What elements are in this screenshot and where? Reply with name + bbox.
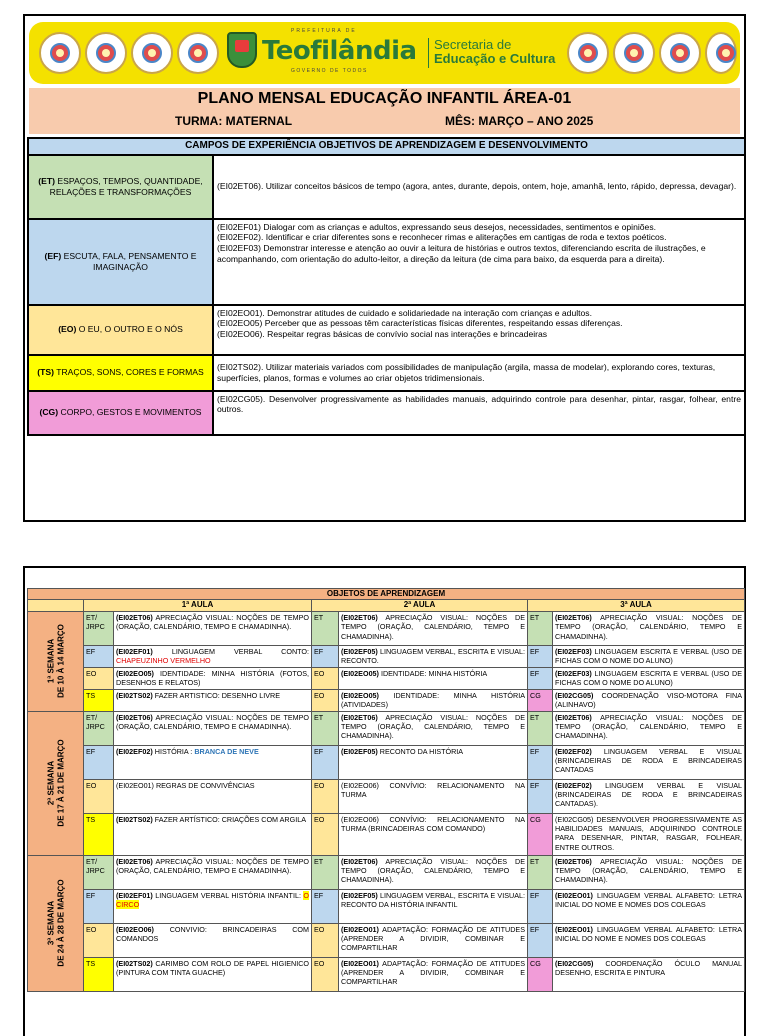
logo-secretaria-line1: Secretaria de	[434, 37, 512, 52]
campo-tag: EF	[528, 745, 553, 779]
activity-cell	[114, 813, 312, 855]
week-label	[46, 739, 65, 826]
campo-tag: EF	[528, 779, 553, 813]
campo-tag: EF	[312, 645, 339, 667]
week-row	[28, 813, 745, 855]
activity-text: (EI02EO06) CONVÍVIO: RELACIONAMENTO NA TURMA (BRINCADEIRAS COM COMANDO)	[341, 814, 525, 833]
story-title: O CIRCO	[116, 890, 309, 909]
aula-header: 1ª AULA	[84, 600, 312, 611]
campo-tag: EO	[312, 667, 339, 689]
logo-divider	[428, 38, 429, 68]
activity-cell	[553, 689, 745, 711]
activity-text: APRECIAÇÃO VISUAL: NOÇÕES DE TEMPO (ORAÇÃO, CALENDÁRIO, TEMPO E CHAMADINHA).	[341, 856, 525, 885]
activity-cell	[114, 689, 312, 711]
campo-name: O EU, O OUTRO E O NÓS	[78, 324, 183, 335]
campo-tag: EF	[528, 667, 553, 689]
activity-text: LINGUAGEM VERBAL ALFABETO: LETRA INICIAL DO NOME E NOMES DOS COLEGAS	[555, 890, 743, 909]
activity-cell	[114, 779, 312, 813]
campo-tag: EF	[528, 889, 553, 923]
activity-cell	[114, 923, 312, 957]
campo-tag: EF	[528, 645, 553, 667]
week-row	[28, 689, 745, 711]
campo-tag: ET	[312, 711, 339, 745]
campo-tag: EO	[84, 923, 114, 957]
activity-code: (EI02EO01)	[341, 924, 379, 934]
activity-text: LINGUAGEM ESCRITA E VERBAL (USO DE FICHAS COM O NOME DO ALUNO)	[555, 646, 743, 666]
page-1	[23, 14, 746, 522]
campo-code: (TS)	[37, 367, 54, 378]
activity-text: APRECIAÇÃO VISUAL: NOÇÕES DE TEMPO (ORAÇÃO, CALENDÁRIO, TEMPO E CHAMADINHA).	[555, 856, 743, 885]
campo-code: (EF)	[44, 250, 62, 261]
campo-tag: ET	[528, 855, 553, 889]
activity-cell	[114, 711, 312, 745]
objective-text: (EI02EO01). Demonstrar atitudes de cuidado e solidariedade na interação com crianças e adultos.	[217, 307, 592, 318]
campo-name: ESPAÇOS, TEMPOS, QUANTIDADE, RELAÇÕES E TRANSFORMAÇÕES	[49, 175, 203, 197]
school-badge-icon	[85, 32, 127, 74]
activity-code: (EI02CG05)	[555, 958, 594, 968]
week-row	[28, 645, 745, 667]
campo-tag: ET/ JRPC	[84, 855, 114, 889]
activity-cell	[553, 855, 745, 889]
school-badge-icon	[705, 32, 737, 74]
objective-text: (EI02EF03) Demonstrar interesse e atenção ao ouvir a leitura de histórias e outros textos, diferenciando escrita de ilustrações, e acompanhando, com orientação do adulto-leitor, a direção da leitura (de cima para baixo, da esquerda para a direita).	[217, 242, 706, 264]
campo-code: (EO)	[58, 324, 77, 335]
campo-objectives-cg	[213, 391, 745, 435]
objective-text: (EI02CG05). Desenvolver progressivamente as habilidades manuais, adquirindo controle para desenhar, pintar, rasgar, folhear, entre outros.	[217, 393, 741, 415]
activity-code: (EI02EO05)	[341, 690, 379, 700]
activity-code: (EI02EF05)	[341, 646, 378, 656]
campo-name: ESCUTA, FALA, PENSAMENTO E IMAGINAÇÃO	[63, 250, 197, 272]
campo-tag: EF	[84, 889, 114, 923]
campo-label-eo	[28, 305, 213, 355]
activity-code: (EI02ET06)	[555, 612, 592, 622]
activity-code: (EI02EF03)	[555, 668, 592, 678]
activity-cell	[339, 711, 528, 745]
logo-prefeitura: PREFEITURA DE	[291, 28, 357, 34]
activity-text: COORDENAÇÃO ÓCULO MANUAL DESENHO, ESCRITA E PINTURA	[555, 958, 743, 977]
activity-code: (EI02ET06)	[341, 612, 378, 622]
activity-text: IDENTIDADE: MINHA HISTÓRIA	[378, 668, 488, 678]
campo-label-ts	[28, 355, 213, 391]
activity-code: (EI02EF01)	[116, 646, 153, 656]
aula-header: 2ª AULA	[312, 600, 528, 611]
campo-tag: EO	[84, 667, 114, 689]
activity-text: APRECIAÇÃO VISUAL: NOÇÕES DE TEMPO (ORAÇÃO, CALENDÁRIO, TEMPO E CHAMADINHA).	[341, 612, 525, 641]
week-dates: DE 10 À 14 MARÇO	[55, 624, 65, 699]
campo-name: CORPO, GESTOS E MOVIMENTOS	[60, 407, 202, 418]
activity-code: (EI02TS02)	[116, 690, 153, 700]
week-label	[46, 879, 65, 966]
activity-text: LINGUAGEM VERBAL E VISUAL (BRINCADEIRAS DE RODA E BRINCADEIRAS CANTADAS	[555, 746, 743, 775]
week-dates: DE 17 À 21 DE MARÇO	[55, 739, 65, 827]
activity-cell	[339, 645, 528, 667]
activity-code: (EI02ET06)	[341, 712, 378, 722]
activity-cell	[553, 667, 745, 689]
school-badge-icon	[613, 32, 655, 74]
activity-code: (EI02EO01)	[341, 958, 379, 968]
activity-text: LINGUAGEM VERBAL ALFABETO: LETRA INICIAL DO NOME E NOMES DOS COLEGAS	[555, 924, 743, 943]
logo-slogan: GOVERNO DE TODOS	[291, 68, 368, 74]
title-block	[29, 88, 740, 134]
activity-cell	[553, 779, 745, 813]
activity-cell	[553, 813, 745, 855]
activity-cell	[114, 611, 312, 645]
activity-cell	[553, 889, 745, 923]
campo-tag: TS	[84, 813, 114, 855]
activity-cell	[114, 889, 312, 923]
campo-tag: ET	[528, 611, 553, 645]
activity-cell	[339, 855, 528, 889]
campo-label-et	[28, 155, 213, 219]
activity-text: COORDENAÇÃO VISO-MOTORA FINA (ALINHAVO)	[555, 690, 743, 710]
campo-objectives-et	[213, 155, 745, 219]
activity-code: (EI02ET06)	[116, 856, 153, 866]
objective-text: (EI02TS02). Utilizar materiais variados com possibilidades de manipulação (argila, massa de modelar), explorando cores, texturas, superfícies, planos, formas e volumes ao criar objetos tridimensionais.	[217, 361, 716, 383]
activity-text: LINGUAGEM VERBAL HISTÓRIA INFANTIL:	[152, 890, 304, 900]
activity-cell	[339, 813, 528, 855]
activity-code: (EI02EF02)	[116, 746, 153, 756]
campo-tag: EF	[84, 745, 114, 779]
activity-code: (EI02ET06)	[555, 856, 592, 866]
campo-tag: ET/ JRPC	[84, 611, 114, 645]
activity-code: (EI02ET06)	[341, 856, 378, 866]
city-crest-icon	[227, 32, 257, 68]
activity-text: LINGUAGEM ESCRITA E VERBAL (USO DE FICHAS COM O NOME DO ALUNO)	[555, 668, 743, 688]
activity-text: (EI02CG05) DESENVOLVER PROGRESSIVAMENTE AS HABILIDADES MANUAIS, ADQUIRINDO CONTROLE PARA DESENHAR, PINTAR, RASGAR, FOLHEAR, ENTRE OUTROS.	[555, 814, 743, 852]
activity-code: (EI02EO01)	[555, 924, 593, 934]
activity-code: (EI02EO06)	[116, 924, 154, 934]
activity-code: (EI02EO05)	[116, 668, 154, 678]
campo-tag: EF	[84, 645, 114, 667]
campo-tag: EO	[312, 957, 339, 991]
activity-cell	[114, 855, 312, 889]
header-banner	[29, 22, 740, 84]
campo-tag: EO	[312, 813, 339, 855]
campo-tag: EO	[312, 689, 339, 711]
school-badge-icon	[567, 32, 609, 74]
activity-code: (EI02EF02)	[555, 746, 592, 756]
activity-text: APRECIAÇÃO VISUAL: NOÇÕES DE TEMPO (ORAÇÃO, CALENDÁRIO, TEMPO E CHAMADINHA).	[555, 712, 743, 741]
activity-code: (EI02CG05)	[555, 690, 594, 700]
school-badge-icon	[39, 32, 81, 74]
activity-code: (EI02EF01)	[116, 890, 153, 900]
campo-tag: TS	[84, 957, 114, 991]
activity-cell	[553, 957, 745, 991]
activity-cell	[553, 923, 745, 957]
activity-text: HISTÓRIA :	[152, 746, 195, 756]
activity-cell	[339, 779, 528, 813]
campo-tag: EO	[84, 779, 114, 813]
week-label-cell	[28, 711, 84, 855]
activity-cell	[553, 711, 745, 745]
activity-text: FAZER ARTÍSTICO: CRIAÇÕES COM ARGILA	[152, 814, 306, 824]
campo-tag: EO	[312, 923, 339, 957]
week-row	[28, 889, 745, 923]
campo-tag: EO	[312, 779, 339, 813]
activity-code: (EI02EF05)	[341, 746, 378, 756]
activity-text: CARIMBO COM ROLO DE PAPEL HIGIENICO (PINTURA COM TINTA GUACHE)	[116, 958, 309, 977]
campo-tag: EF	[312, 745, 339, 779]
week-row	[28, 745, 745, 779]
campo-objectives-ef	[213, 219, 745, 305]
page-title: PLANO MENSAL EDUCAÇÃO INFANTIL ÁREA-01	[197, 90, 572, 107]
objetos-table	[27, 588, 745, 992]
activity-code: (EI02EO01)	[555, 890, 593, 900]
week-label	[46, 624, 65, 698]
week-number: 3ª SEMANA	[45, 900, 55, 946]
story-title: CHAPEUZINHO VERMELHO	[116, 656, 211, 666]
activity-cell	[339, 923, 528, 957]
activity-text: ADAPTAÇÃO: FORMAÇÃO DE ATITUDES (APRENDER A DIVIDIR, COMBINAR E COMPARTILHAR	[341, 924, 525, 953]
logo-secretaria-line2: Educação e Cultura	[434, 51, 556, 66]
activity-code: (EI02EO05)	[341, 668, 379, 678]
activity-text: LINGUAGEM VERBAL, ESCRITA E VISUAL: RECONTO.	[341, 646, 525, 666]
week-label-cell	[28, 855, 84, 991]
activity-cell	[114, 645, 312, 667]
activity-code: (EI02ET06)	[116, 612, 153, 622]
activity-cell	[339, 889, 528, 923]
activity-code: (EI02ET06)	[555, 712, 592, 722]
activity-cell	[114, 667, 312, 689]
objective-text: (EI02EO05) Perceber que as pessoas têm características físicas diferentes, respeitando essas diferenças.	[217, 318, 623, 329]
aula-header: 3ª AULA	[528, 600, 745, 611]
campo-tag: EF	[312, 889, 339, 923]
activity-text: (EI02EO06) CONVÍVIO: RELACIONAMENTO NA TURMA	[341, 780, 525, 799]
activity-text: CONVIVIO: BRINCADEIRAS COM COMANDOS	[116, 924, 309, 943]
activity-cell	[553, 745, 745, 779]
week-number: 1ª SEMANA	[45, 638, 55, 684]
activity-cell	[114, 957, 312, 991]
campo-tag: ET/ JRPC	[84, 711, 114, 745]
activity-cell	[553, 611, 745, 645]
campo-tag: CG	[528, 957, 553, 991]
activity-text: IDENTIDADE: MINHA HISTÓRIA (ATIVIDADES)	[341, 690, 525, 710]
page-2	[23, 566, 746, 1036]
activity-text: (EI02EO01) REGRAS DE CONVIVÊNCIAS	[116, 780, 255, 790]
activity-cell	[339, 957, 528, 991]
week-row	[28, 667, 745, 689]
activity-cell	[339, 745, 528, 779]
activity-cell	[339, 689, 528, 711]
week-row	[28, 923, 745, 957]
campo-objectives-eo	[213, 305, 745, 355]
activity-cell	[339, 611, 528, 645]
campo-tag: EF	[528, 923, 553, 957]
activity-cell	[553, 645, 745, 667]
activity-cell	[114, 745, 312, 779]
campo-tag: TS	[84, 689, 114, 711]
week-number: 2ª SEMANA	[45, 760, 55, 806]
school-badge-icon	[659, 32, 701, 74]
activity-text: ADAPTAÇÃO: FORMAÇÃO DE ATITUDES (APRENDER A DIVIDIR, COMBINAR E COMPARTILHAR	[341, 958, 525, 987]
week-row	[28, 711, 745, 745]
school-badge-icon	[131, 32, 173, 74]
campo-tag: CG	[528, 689, 553, 711]
activity-text: LINGUAGEM VERBAL CONTO:	[152, 646, 309, 656]
week-dates: DE 24 À 28 DE MARÇO	[55, 879, 65, 967]
activity-text: APRECIAÇÃO VISUAL: NOÇÕES DE TEMPO (ORAÇÃO, CALENDÁRIO, TEMPO E CHAMADINHA).	[116, 612, 309, 632]
activity-code: (EI02TS02)	[116, 958, 153, 968]
activity-code: (EI02EF05)	[341, 890, 378, 900]
activity-text: APRECIAÇÃO VISUAL: NOÇÕES DE TEMPO (ORAÇÃO, CALENDÁRIO, TEMPO E CHAMADINHA).	[116, 856, 309, 875]
campo-name: TRAÇOS, SONS, CORES E FORMAS	[56, 367, 204, 378]
activity-code: (EI02TS02)	[116, 814, 153, 824]
turma-label: TURMA: MATERNAL	[175, 114, 293, 128]
activity-text: APRECIAÇÃO VISUAL: NOÇÕES DE TEMPO (ORAÇÃO, CALENDÁRIO, TEMPO E CHAMADINHA).	[341, 712, 525, 741]
activity-text: LINGUAGEM VERBAL, ESCRITA E VISUAL: RECONTO DA HISTÓRIA INFANTIL	[341, 890, 525, 909]
objective-text: (EI02ET06). Utilizar conceitos básicos de tempo (agora, antes, durante, depois, ontem, hoje, amanhã, lento, rápido, depressa, devagar).	[217, 181, 737, 192]
week-row	[28, 611, 745, 645]
week-label-cell	[28, 611, 84, 711]
objective-text: (EI02EF02). Identificar e criar diferentes sons e reconhecer rimas e aliterações em cantigas de roda e textos poéticos.	[217, 232, 667, 243]
activity-text: IDENTIDADE: MINHA HISTÓRIA (FOTOS, DESENHOS E RELATOS)	[116, 668, 309, 688]
campo-objectives-ts	[213, 355, 745, 391]
campo-tag: ET	[528, 711, 553, 745]
aula-spacer	[28, 600, 84, 611]
story-title: BRANCA DE NEVE	[194, 746, 259, 756]
activity-text: RECONTO DA HISTÓRIA	[377, 746, 464, 756]
week-row	[28, 855, 745, 889]
campo-code: (ET)	[38, 175, 55, 186]
objective-text: (EI02EF01) Dialogar com as crianças e adultos, expressando seus desejos, necessidades, sentimentos e opiniões.	[217, 221, 656, 232]
activity-code: (EI02EF02)	[555, 780, 592, 790]
activity-text: LINGUGEM VERBAL E VISUAL (BRINCADEIRAS DE RODA E BRINCADEIRAS CANTADAS).	[555, 780, 743, 809]
campo-tag: ET	[312, 855, 339, 889]
logo-city-name: Teofilândia	[262, 36, 417, 66]
objective-text: (EI02EO06). Respeitar regras básicas de convívio social nas interações e brincadeiras	[217, 328, 548, 339]
campo-label-cg	[28, 391, 213, 435]
school-badge-icon	[177, 32, 219, 74]
campos-header: CAMPOS DE EXPERIÊNCIA OBJETIVOS DE APRENDIZAGEM E DESENVOLVIMENTO	[28, 138, 745, 155]
campos-table	[27, 137, 746, 436]
week-row	[28, 957, 745, 991]
campo-tag: ET	[312, 611, 339, 645]
campo-label-ef	[28, 219, 213, 305]
activity-text: FAZER ARTISTICO: DESENHO LIVRE	[152, 690, 281, 700]
activity-cell	[339, 667, 528, 689]
activity-code: (EI02ET06)	[116, 712, 153, 722]
activity-code: (EI02EF03)	[555, 646, 592, 656]
activity-text: APRECIAÇÃO VISUAL: NOÇÕES DE TEMPO (ORAÇÃO, CALENDÁRIO, TEMPO E CHAMADINHA).	[555, 612, 743, 641]
activity-text: APRECIAÇÃO VISUAL: NOÇÕES DE TEMPO (ORAÇÃO, CALENDÁRIO, TEMPO E CHAMADINHA).	[116, 712, 309, 731]
objetos-header: OBJETOS DE APRENDIZAGEM	[28, 589, 745, 600]
month-label: MÊS: MARÇO – ANO 2025	[445, 114, 594, 128]
campo-tag: CG	[528, 813, 553, 855]
campo-code: (CG)	[39, 407, 59, 418]
week-row	[28, 779, 745, 813]
